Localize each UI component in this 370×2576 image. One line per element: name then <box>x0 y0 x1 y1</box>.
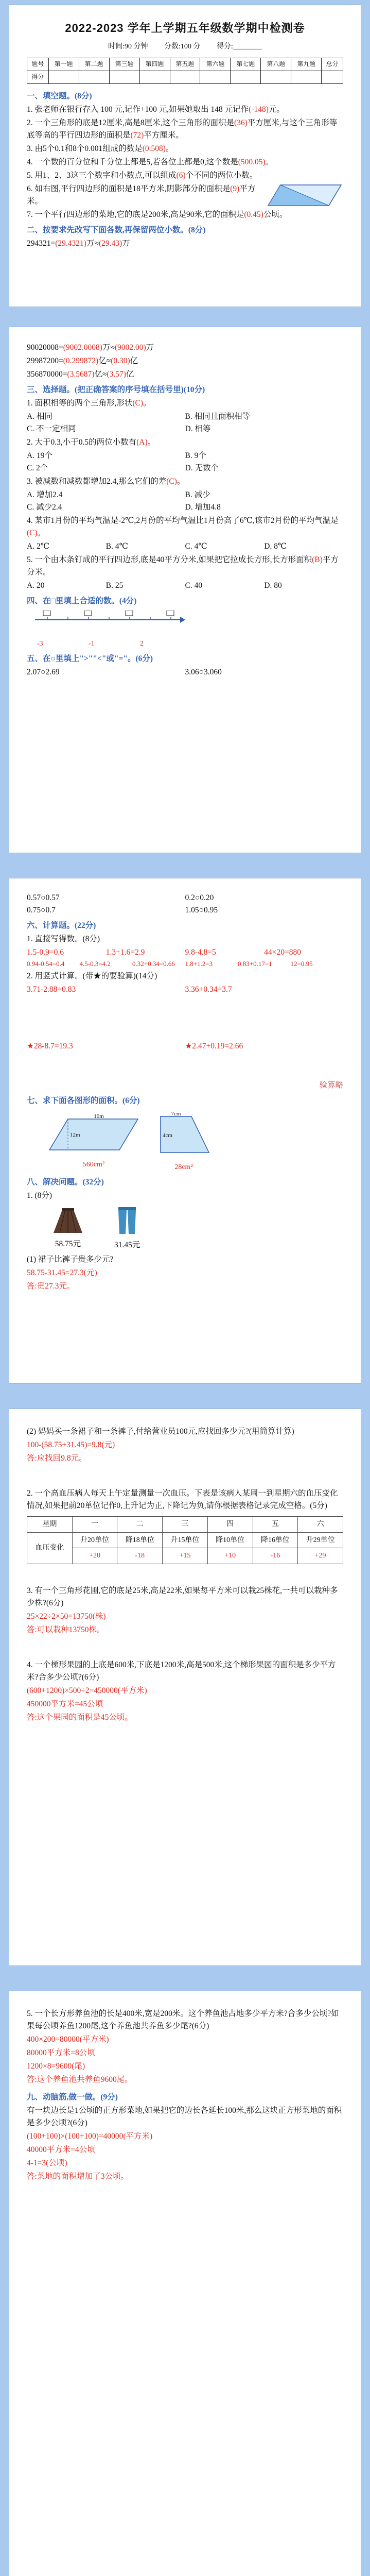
number-line-label: -1 <box>89 640 95 648</box>
figure-2-answer: 28cm² <box>174 1163 193 1172</box>
option[interactable]: A. 2℃ <box>27 542 50 551</box>
problem-9-calc-3: 4-1=3(公顷) <box>27 2159 67 2168</box>
option[interactable]: C. 不一定相同 <box>27 425 76 434</box>
problem-9-answer: 答:菜地的面积增加了3公顷。 <box>27 2172 129 2181</box>
table-cell: -18 <box>117 1548 163 1564</box>
number-line-label: -3 <box>37 640 43 648</box>
rewrite-line-1: 294321=(29.4321)万≈(29.43)万 <box>27 239 130 248</box>
table-header: 六 <box>298 1517 343 1533</box>
compare-item: 1.05○0.95 <box>185 906 218 915</box>
compare-item: 0.2○0.20 <box>185 893 214 902</box>
problem-6-answer: 答:这个养鱼池共养鱼9600尾。 <box>27 2075 133 2084</box>
option[interactable]: C. 4℃ <box>185 542 207 551</box>
problem-1-answer: 答:贵27.3元。 <box>27 1282 75 1291</box>
problem-2-question: (2) 妈妈买一条裙子和一条裤子,付给营业员100元,应找回多少元?(用简算计算) <box>27 1427 294 1436</box>
score-header-cell: 第四题 <box>139 58 170 71</box>
score-cell[interactable] <box>139 71 170 83</box>
score-table <box>27 58 343 84</box>
problem-2-answer: 答:应找回9.8元。 <box>27 1454 87 1463</box>
option[interactable]: A. 相同 <box>27 412 52 421</box>
pants-price: 31.45元 <box>114 1241 140 1250</box>
calc-subtitle-2: 2. 用竖式计算。(带★的要验算)(14分) <box>27 972 157 981</box>
compare-row-2 <box>27 892 343 904</box>
choice-options-2 <box>27 450 343 474</box>
choice-question-4: 4. 某市1月份的平均气温是-2℃,2月份的平均气温比1月份高了6℃,该市2月份的平均气温是(C)。 <box>27 516 339 538</box>
answer: (0.508) <box>142 144 166 153</box>
calc-item: ★28-8.7=19.3 <box>27 1042 73 1051</box>
fig1-top-label: 10m <box>94 1114 104 1120</box>
choice-options-4 <box>27 540 343 553</box>
question-1-3: 3. 由5个0.1和8个0.001组成的数是(0.508)。 <box>27 144 174 153</box>
option[interactable]: A. 20 <box>27 581 45 590</box>
problem-9-question: 有一块边长是1公顷的正方形菜地,如果把它的边长各延长100米,那么这块正方形菜地的面积是多少公顷?(6分) <box>27 2106 342 2128</box>
table-cell: 升15单位 <box>163 1532 208 1548</box>
section-8-title: 八、解决问题。(32分) <box>27 1177 104 1187</box>
skirt-price: 58.75元 <box>55 1240 81 1249</box>
figure-1 <box>47 1114 140 1171</box>
option[interactable]: D. 80 <box>264 581 282 590</box>
problem-5-calc-2: 450000平方米=45公顷 <box>27 1700 103 1709</box>
calc-row-2 <box>27 959 343 969</box>
problem-1-head: 1. (8分) <box>27 1191 52 1200</box>
answer: (36) <box>234 118 248 127</box>
problem-4-question: 3. 有一个三角形花圃,它的底是25米,高是22米,如果每平方米可以栽25株花,一共可以栽种多少株?(6分) <box>27 1586 338 1608</box>
page-3 <box>9 878 361 1383</box>
option[interactable]: B. 9个 <box>185 451 206 461</box>
exam-score-label: 得分:________ <box>216 43 262 51</box>
option[interactable]: C. 2个 <box>27 464 48 473</box>
table-cell: 升20单位 <box>72 1532 117 1548</box>
calc-item: ★2.47+0.19=2.66 <box>185 1042 243 1051</box>
figure-2 <box>155 1111 212 1173</box>
problem-4-calc: 25×22÷2×50=13750(株) <box>27 1612 106 1621</box>
answer: (72) <box>130 130 144 140</box>
problem-3-question: 2. 一个高血压病人每天上午定量测量一次血压。下表是该病人某周一到星期六的血压变化情况,如果把前20单位记作0,上升记为正,下降记为负,请你根据表格记录完成空格。(5分) <box>27 1489 338 1511</box>
skirt-icon <box>52 1207 83 1234</box>
score-header-cell: 第六题 <box>200 58 231 71</box>
rewrite-line-3: 29987200=(0.299872)亿≈(0.30)亿 <box>27 357 138 366</box>
calc-subtitle-1: 1. 直接写得数。(8分) <box>27 935 100 944</box>
section-6-title: 六、计算题。(22分) <box>27 921 96 930</box>
score-header-cell: 第五题 <box>170 58 200 71</box>
vertical-calc-row-2 <box>27 1040 343 1076</box>
calc-item: 12=0.95 <box>290 960 313 968</box>
table-cell: +29 <box>298 1548 343 1564</box>
table-cell: +10 <box>207 1548 253 1564</box>
option[interactable]: A. 增加2.4 <box>27 490 63 500</box>
number-line <box>32 611 343 635</box>
choice-question-2: 2. 大于0.3,小于0.5的两位小数有(A)。 <box>27 438 156 447</box>
section-9-title: 九、动脑筋,做一做。(9分) <box>27 2093 118 2102</box>
table-header: 三 <box>163 1517 208 1533</box>
option[interactable]: B. 25 <box>105 581 124 590</box>
section-7-title: 七、求下面各图形的面积。(6分) <box>27 1096 140 1106</box>
problem-5-answer: 答:这个果园的面积是45公顷。 <box>27 1713 133 1722</box>
rewrite-line-4: 356870000=(3.5687)亿≈(3.57)亿 <box>27 370 134 379</box>
option[interactable]: D. 无数个 <box>185 464 219 473</box>
calc-item: 3.36+0.34=3.7 <box>185 985 232 994</box>
fig1-side-label: 12m <box>70 1132 80 1139</box>
choice-options-5 <box>27 580 343 592</box>
calc-item: 0.32+0.34=0.66 <box>132 960 175 968</box>
area-figures <box>47 1111 343 1173</box>
answer: (500.05) <box>238 157 266 166</box>
exam-time: 时间:90 分钟 <box>108 43 148 51</box>
answer: (-148) <box>249 105 269 114</box>
question-1-4: 4. 一个数的百分位和千分位上都是5,若各位上都是0,这个数是(500.05)。 <box>27 157 274 166</box>
page-1 <box>9 5 361 307</box>
table-cell: -16 <box>253 1548 298 1564</box>
option[interactable]: C. 减少2.4 <box>27 503 62 512</box>
option[interactable]: B. 减少 <box>185 490 210 500</box>
number-line-figure <box>32 611 186 635</box>
problem-5-question: 4. 一个梯形果园的上底是600米,下底是1200米,高是500米,这个梯形果园的面积是多少平方米?合多少公顷?(6分) <box>27 1660 336 1682</box>
score-cell[interactable] <box>48 71 79 83</box>
table-header: 星期 <box>27 1517 73 1533</box>
calc-item: 9.8-4.8=5 <box>185 948 216 957</box>
question-1-2: 2. 一个三角形的底是12厘米,高是8厘米,这个三角形的面积是(36)平方厘米,与这个三角形等底等高的平行四边形的面积是(72)平方厘米。 <box>27 118 338 140</box>
score-cell[interactable] <box>109 71 139 83</box>
problem-5-calc-1: (600+1200)×500÷2=450000(平方米) <box>27 1686 147 1696</box>
choice-question-5: 5. 一个由木条钉成的平行四边形,底是40平方分米,如果把它拉成长方形,长方形面积(B)平方分米。 <box>27 555 339 577</box>
problem-1-calc: 58.75-31.45=27.3(元) <box>27 1268 97 1278</box>
option[interactable]: D. 增加4.8 <box>185 503 221 512</box>
score-header-cell: 总分 <box>322 58 343 71</box>
score-cell[interactable] <box>170 71 200 83</box>
calc-row-1 <box>27 946 343 959</box>
choice-options-3 <box>27 489 343 514</box>
page-2 <box>9 327 361 853</box>
option[interactable]: A. 19个 <box>27 451 52 461</box>
calc-item: 0.83+0.17=1 <box>238 960 272 968</box>
figure-1-answer: 560cm² <box>82 1161 105 1169</box>
exam-title: 2022-2023 学年上学期五年级数学期中检测卷 <box>65 22 305 35</box>
table-cell: +15 <box>163 1548 208 1564</box>
question-1-7: 7. 一个平行四边形的菜地,它的底是200米,高是90米,它的面积是(0.45)公顷。 <box>27 210 288 219</box>
compare-item: 3.06○3.060 <box>185 668 222 677</box>
option[interactable]: D. 相等 <box>185 425 211 434</box>
score-cell[interactable] <box>322 71 343 83</box>
table-cell: 升29单位 <box>298 1532 343 1548</box>
problem-6-calc-3: 1200×8=9600(尾) <box>27 2062 85 2071</box>
option[interactable]: B. 相同且面积相等 <box>185 412 251 421</box>
exam-full-score: 分数:100 分 <box>164 43 201 51</box>
skirt-item <box>52 1207 83 1250</box>
problem-9-calc-2: 40000平方米=4公顷 <box>27 2145 95 2155</box>
clothing-figures <box>52 1206 343 1251</box>
compare-row-3 <box>27 904 343 917</box>
page-5 <box>9 1991 361 2576</box>
problem-9-calc-1: (100+100)×(100+100)=40000(平方米) <box>27 2132 153 2141</box>
score-cell[interactable] <box>231 71 261 83</box>
calc-item: 0.94-0.54=0.4 <box>27 960 65 968</box>
option[interactable]: D. 8℃ <box>264 542 287 551</box>
calc-item: 3.71-2.88=0.83 <box>27 985 76 994</box>
table-cell: 降18单位 <box>117 1532 163 1548</box>
score-header-cell: 第一题 <box>48 58 79 71</box>
table-header: 一 <box>72 1517 117 1533</box>
number-line-label: 2 <box>140 640 144 648</box>
problem-4-answer: 答:可以栽种13750株。 <box>27 1625 105 1635</box>
section-2-title: 二、按要求先改写下面各数,再保留两位小数。(8分) <box>27 225 206 234</box>
question-1-6: 6. 如右图,平行四边形的面积是18平方米,阴影部分的面积是(9)平方米。 <box>27 183 343 208</box>
table-header: 四 <box>207 1517 253 1533</box>
pants-item <box>114 1206 140 1251</box>
vertical-calc-row-1 <box>27 984 343 1040</box>
section-5-title: 五、在○里填上">""<"或"="。(6分) <box>27 654 153 663</box>
exam-meta <box>27 41 343 53</box>
score-cell[interactable] <box>261 71 291 83</box>
score-cell[interactable] <box>79 71 109 83</box>
table-cell: 降16单位 <box>253 1532 298 1548</box>
score-header-cell: 第九题 <box>291 58 322 71</box>
section-4-title: 四、在□里填上合适的数。(4分) <box>27 597 137 606</box>
answer: (6) <box>176 171 186 180</box>
page-4 <box>9 1409 361 1965</box>
rewrite-line-2: 90020008=(9002.0008)万≈(9002.00)万 <box>27 343 154 352</box>
section-1-title: 一、填空题。(8分) <box>27 91 92 100</box>
table-row-label: 血压变化 <box>27 1532 73 1564</box>
problem-6-question: 5. 一个长方形养鱼池的长是400米,宽是200米。这个养鱼池占地多少平方米?合多少公顷?如果每公顷养鱼1200尾,这个养鱼池共养鱼多少尾?(6分) <box>27 2009 339 2031</box>
trapezoid-area-figure <box>155 1111 212 1158</box>
score-header-cell: 第七题 <box>231 58 261 71</box>
score-header-cell: 第三题 <box>109 58 139 71</box>
blood-pressure-table <box>27 1516 343 1564</box>
calc-item: 1.8+1.2=3 <box>185 960 213 968</box>
compare-row-1 <box>27 666 343 679</box>
fig2-top-label: 7cm <box>171 1111 181 1117</box>
calc-item: 1.3+1.6=2.9 <box>105 948 145 957</box>
problem-6-calc-1: 400×200=80000(平方米) <box>27 2035 109 2044</box>
answer: (0.45) <box>244 210 263 219</box>
calc-item: 44×20=880 <box>264 948 301 957</box>
score-header-cell: 第八题 <box>261 58 291 71</box>
verification-note: 验算略 <box>319 1081 343 1090</box>
table-header: 五 <box>253 1517 298 1533</box>
score-cell[interactable] <box>200 71 231 83</box>
answer: (9) <box>230 184 240 193</box>
pants-icon <box>114 1206 140 1235</box>
compare-item: 2.07○2.69 <box>27 668 60 677</box>
table-header: 二 <box>117 1517 163 1533</box>
compare-item: 0.57○0.57 <box>27 893 60 902</box>
compare-item: 0.75○0.7 <box>27 906 56 915</box>
parallelogram-figure <box>266 183 343 208</box>
table-cell: +20 <box>72 1548 117 1564</box>
question-1-5: 5. 用1、2、3这三个数字和小数点,可以组成(6)个不同的两位小数。 <box>27 171 258 180</box>
number-line-answers <box>37 638 191 650</box>
score-header-cell: 题号 <box>27 58 49 71</box>
calc-item: 1.5-0.9=0.6 <box>27 948 64 957</box>
choice-options-1 <box>27 411 343 435</box>
option[interactable]: C. 40 <box>185 581 203 590</box>
section-3-title: 三、选择题。(把正确答案的序号填在括号里)(10分) <box>27 385 205 395</box>
calc-item: 4.5-0.3=4.2 <box>79 960 111 968</box>
score-header-cell: 第二题 <box>79 58 109 71</box>
choice-question-1: 1. 面积相等的两个三角形,形状(C)。 <box>27 399 151 408</box>
question-1-1: 1. 张老师在银行存入 100 元,记作+100 元,如果她取出 148 元记作(-148)元。 <box>27 105 285 114</box>
parallelogram-area-figure <box>47 1114 140 1155</box>
problem-1-question: (1) 裙子比裤子贵多少元? <box>27 1255 114 1264</box>
score-cell[interactable] <box>291 71 322 83</box>
problem-2-calc: 100-(58.75+31.45)=9.8(元) <box>27 1440 115 1450</box>
problem-6-calc-2: 80000平方米=8公顷 <box>27 2048 95 2058</box>
option[interactable]: B. 4℃ <box>105 542 128 551</box>
table-cell: 降10单位 <box>207 1532 253 1548</box>
choice-question-3: 3. 被减数和减数都增加2.4,那么它们的差(C)。 <box>27 477 185 486</box>
fig2-side-label: 4cm <box>163 1132 172 1139</box>
score-row-label: 得分 <box>27 71 49 83</box>
